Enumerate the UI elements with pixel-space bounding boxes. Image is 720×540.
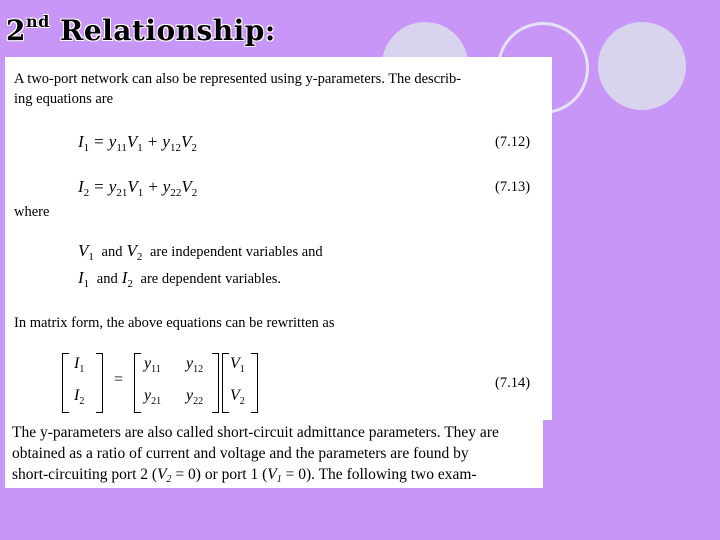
equation-7-13: $I_2 = y_{21}V_1 + y_{22}V_2$: [78, 177, 198, 199]
right-bracket-current: [96, 353, 103, 413]
left-bracket-current: [62, 353, 69, 413]
right-bracket-y: [212, 353, 219, 413]
dependent-variables-line: $I_1$ and $I_2$ are dependent variables.: [78, 268, 282, 290]
equation-number-7-14: (7.14): [495, 375, 531, 391]
left-bracket-y: [134, 353, 141, 413]
equation-7-12: $I_1 = y_{11}V_1 + y_{12}V_2$: [78, 132, 197, 154]
matrix-y12: $y_{12}$: [186, 355, 204, 375]
scanned-textbook-excerpt-continued: [5, 415, 543, 488]
matrix-equation-7-14: [62, 351, 272, 415]
matrix-equals: =: [114, 371, 124, 388]
equation-number-7-13: (7.13): [495, 179, 531, 195]
matrix-i2: $I_2$: [74, 387, 85, 407]
intro-line-1: A two-port network can also be represented using y-parameters. The describ-: [14, 71, 462, 87]
independent-variables-line: $V_1$ and $V_2$ are independent variables and: [78, 241, 323, 263]
admittance-line-1: The y-parameters are also called short-circuit admittance parameters. They are: [12, 424, 499, 441]
left-bracket-voltage: [222, 353, 229, 413]
equation-number-7-12: (7.12): [495, 134, 531, 150]
matrix-v2: $V_2$: [230, 387, 245, 407]
admittance-line-3: short-circuiting port 2 $(V_2 = 0)$ or port 1 $(V_1 = 0)$. The following two exam-: [12, 466, 477, 485]
right-bracket-voltage: [251, 353, 258, 413]
matrix-y11: $y_{11}$: [144, 355, 161, 375]
matrix-intro-text: In matrix form, the above equations can be rewritten as: [14, 315, 335, 331]
matrix-y22: $y_{22}$: [186, 387, 204, 407]
decorative-circle-filled-right: [598, 22, 686, 110]
matrix-i1: $I_1$: [74, 355, 85, 375]
matrix-v1: $V_1$: [230, 355, 245, 375]
where-label: where: [14, 204, 50, 220]
slide-title: 2nd Relationship:: [6, 11, 276, 47]
admittance-line-2: obtained as a ratio of current and voltage and the parameters are found by: [12, 445, 469, 462]
matrix-y21: $y_{21}$: [144, 387, 162, 407]
intro-line-2: ing equations are: [14, 91, 114, 107]
